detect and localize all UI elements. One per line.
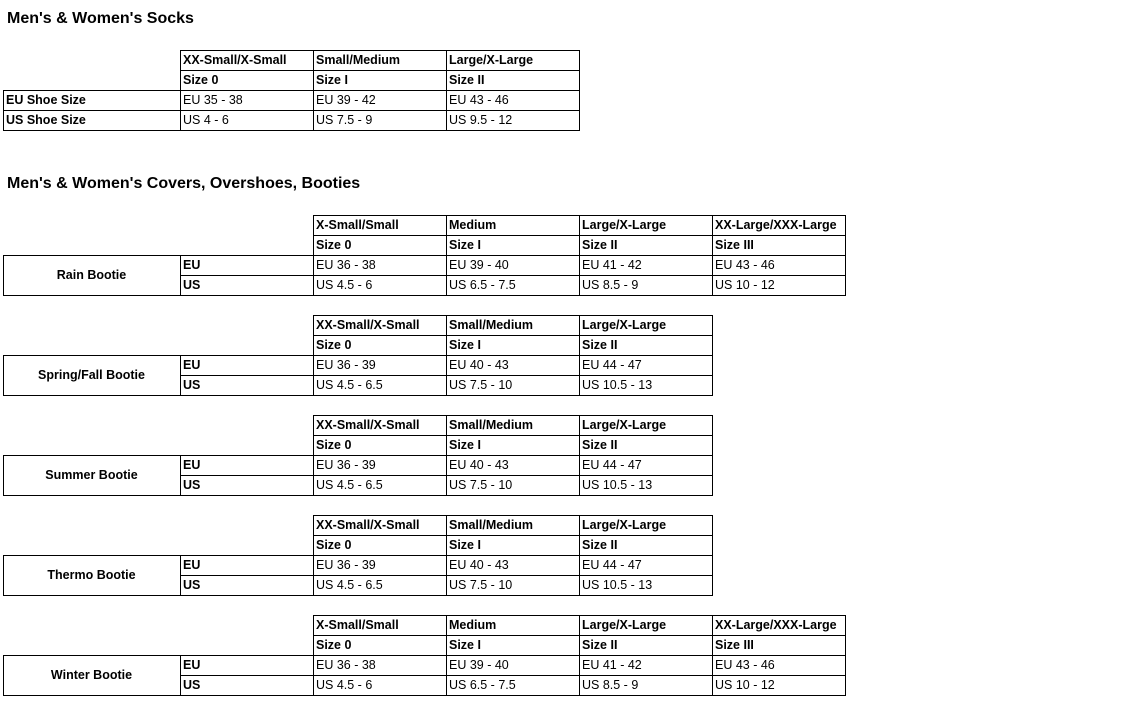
grid-line (712, 415, 713, 496)
value-cell: EU 41 - 42 (582, 658, 642, 672)
size-code-cell: Size II (582, 338, 618, 352)
product-name-cell: Rain Bootie (56, 268, 127, 282)
value-cell: US 7.5 - 10 (449, 378, 513, 392)
grid-line (446, 415, 447, 496)
value-cell: US 8.5 - 9 (582, 278, 639, 292)
product-name-cell: Thermo Bootie (47, 568, 136, 582)
grid-line (180, 555, 181, 596)
size-code-cell: Size II (449, 73, 485, 87)
size-code-cell: Size II (582, 538, 618, 552)
size-header-cell: XX-Large/XXX-Large (715, 618, 837, 632)
value-cell: EU 43 - 46 (715, 658, 775, 672)
grid-line (313, 315, 713, 316)
value-cell: EU 36 - 39 (316, 558, 376, 572)
size-header-cell: Small/Medium (449, 418, 534, 432)
value-cell: US 10 - 12 (715, 278, 775, 292)
value-cell: US 10 - 12 (715, 678, 775, 692)
row-label-cell: EU Shoe Size (6, 93, 86, 107)
grid-line (313, 415, 314, 496)
grid-line (313, 435, 713, 436)
grid-line (313, 515, 314, 596)
size-code-cell: Size 0 (316, 238, 352, 252)
grid-line (3, 90, 580, 91)
grid-line (3, 455, 713, 456)
grid-line (446, 50, 447, 131)
size-header-cell: Large/X-Large (582, 318, 667, 332)
size-header-cell: X-Small/Small (316, 618, 399, 632)
size-header-cell: XX-Small/X-Small (316, 418, 420, 432)
product-name-cell: Summer Bootie (45, 468, 138, 482)
grid-line (313, 415, 713, 416)
grid-line (3, 555, 713, 556)
grid-line (712, 615, 713, 696)
region-label-eu: EU (183, 358, 201, 372)
value-cell: US 9.5 - 12 (449, 113, 513, 127)
grid-line (3, 355, 4, 396)
grid-line (313, 515, 713, 516)
region-label-eu: EU (183, 458, 201, 472)
grid-line (3, 695, 846, 696)
value-cell: US 4 - 6 (183, 113, 229, 127)
value-cell: US 10.5 - 13 (582, 478, 653, 492)
size-code-cell: Size 0 (316, 538, 352, 552)
grid-line (3, 655, 4, 696)
value-cell: EU 43 - 46 (715, 258, 775, 272)
size-code-cell: Size I (316, 73, 348, 87)
size-header-cell: XX-Large/XXX-Large (715, 218, 837, 232)
value-cell: EU 36 - 39 (316, 358, 376, 372)
grid-line (3, 255, 846, 256)
value-cell: EU 39 - 40 (449, 258, 509, 272)
size-code-cell: Size II (582, 438, 618, 452)
grid-line (3, 130, 580, 131)
grid-line (180, 355, 181, 396)
grid-line (3, 595, 713, 596)
value-cell: US 7.5 - 10 (449, 578, 513, 592)
region-label-eu: EU (183, 258, 201, 272)
grid-line (180, 655, 181, 696)
grid-line (579, 515, 580, 596)
grid-line (446, 615, 447, 696)
value-cell: US 4.5 - 6.5 (316, 378, 383, 392)
region-label-us: US (183, 378, 201, 392)
value-cell: US 8.5 - 9 (582, 678, 639, 692)
grid-line (313, 535, 713, 536)
grid-line (579, 50, 580, 131)
size-header-cell: Small/Medium (449, 518, 534, 532)
grid-line (3, 295, 846, 296)
size-code-cell: Size I (449, 238, 481, 252)
size-header-cell: X-Small/Small (316, 218, 399, 232)
value-cell: EU 39 - 42 (316, 93, 376, 107)
grid-line (3, 395, 713, 396)
grid-line (180, 70, 580, 71)
grid-line (180, 275, 846, 276)
grid-line (180, 675, 846, 676)
grid-line (3, 455, 4, 496)
size-code-cell: Size II (582, 638, 618, 652)
grid-line (3, 655, 846, 656)
value-cell: EU 35 - 38 (183, 93, 243, 107)
value-cell: EU 40 - 43 (449, 458, 509, 472)
grid-line (845, 615, 846, 696)
grid-line (579, 415, 580, 496)
size-header-cell: Small/Medium (449, 318, 534, 332)
grid-line (3, 255, 4, 296)
size-code-cell: Size I (449, 338, 481, 352)
value-cell: EU 44 - 47 (582, 458, 642, 472)
value-cell: US 6.5 - 7.5 (449, 678, 516, 692)
value-cell: EU 40 - 43 (449, 558, 509, 572)
value-cell: US 4.5 - 6.5 (316, 478, 383, 492)
grid-line (712, 515, 713, 596)
grid-line (180, 255, 181, 296)
size-code-cell: Size III (715, 638, 754, 652)
value-cell: US 4.5 - 6 (316, 678, 373, 692)
value-cell: EU 40 - 43 (449, 358, 509, 372)
size-code-cell: Size 0 (316, 438, 352, 452)
grid-line (3, 110, 580, 111)
grid-line (712, 215, 713, 296)
socks-title: Men's & Women's Socks (7, 10, 194, 27)
size-code-cell: Size II (582, 238, 618, 252)
row-label-cell: US Shoe Size (6, 113, 86, 127)
size-code-cell: Size I (449, 638, 481, 652)
region-label-us: US (183, 278, 201, 292)
grid-line (313, 215, 314, 296)
size-header-cell: Large/X-Large (582, 218, 667, 232)
value-cell: EU 41 - 42 (582, 258, 642, 272)
value-cell: US 6.5 - 7.5 (449, 278, 516, 292)
size-header-cell: Large/X-Large (582, 418, 667, 432)
grid-line (3, 355, 713, 356)
grid-line (579, 615, 580, 696)
size-header-cell: Small/Medium (316, 53, 401, 67)
size-code-cell: Size 0 (316, 638, 352, 652)
grid-line (712, 315, 713, 396)
size-header-cell: XX-Small/X-Small (316, 318, 420, 332)
grid-line (313, 50, 314, 131)
size-header-cell: Medium (449, 218, 497, 232)
region-label-us: US (183, 578, 201, 592)
value-cell: EU 44 - 47 (582, 358, 642, 372)
size-code-cell: Size III (715, 238, 754, 252)
grid-line (446, 215, 447, 296)
value-cell: US 4.5 - 6 (316, 278, 373, 292)
size-header-cell: XX-Small/X-Small (183, 53, 287, 67)
size-header-cell: Medium (449, 618, 497, 632)
covers-title: Men's & Women's Covers, Overshoes, Booties (7, 175, 361, 192)
value-cell: US 7.5 - 9 (316, 113, 373, 127)
size-code-cell: Size 0 (316, 338, 352, 352)
value-cell: US 10.5 - 13 (582, 578, 653, 592)
region-label-us: US (183, 478, 201, 492)
grid-line (446, 315, 447, 396)
value-cell: EU 43 - 46 (449, 93, 509, 107)
grid-line (3, 555, 4, 596)
size-header-cell: Large/X-Large (449, 53, 534, 67)
size-code-cell: Size I (449, 438, 481, 452)
size-header-cell: Large/X-Large (582, 518, 667, 532)
grid-line (845, 215, 846, 296)
size-code-cell: Size I (449, 538, 481, 552)
grid-line (180, 50, 181, 131)
value-cell: US 4.5 - 6.5 (316, 578, 383, 592)
product-name-cell: Spring/Fall Bootie (38, 368, 145, 382)
value-cell: EU 39 - 40 (449, 658, 509, 672)
grid-line (446, 515, 447, 596)
region-label-eu: EU (183, 658, 201, 672)
product-name-cell: Winter Bootie (50, 668, 133, 682)
grid-line (313, 335, 713, 336)
grid-line (180, 455, 181, 496)
value-cell: EU 36 - 39 (316, 458, 376, 472)
value-cell: US 7.5 - 10 (449, 478, 513, 492)
value-cell: EU 36 - 38 (316, 658, 376, 672)
grid-line (313, 615, 314, 696)
grid-line (579, 315, 580, 396)
size-header-cell: XX-Small/X-Small (316, 518, 420, 532)
region-label-eu: EU (183, 558, 201, 572)
value-cell: US 10.5 - 13 (582, 378, 653, 392)
size-header-cell: Large/X-Large (582, 618, 667, 632)
value-cell: EU 36 - 38 (316, 258, 376, 272)
region-label-us: US (183, 678, 201, 692)
grid-line (313, 315, 314, 396)
value-cell: EU 44 - 47 (582, 558, 642, 572)
grid-line (3, 90, 4, 131)
grid-line (579, 215, 580, 296)
grid-line (3, 495, 713, 496)
size-code-cell: Size 0 (183, 73, 219, 87)
grid-line (180, 50, 580, 51)
